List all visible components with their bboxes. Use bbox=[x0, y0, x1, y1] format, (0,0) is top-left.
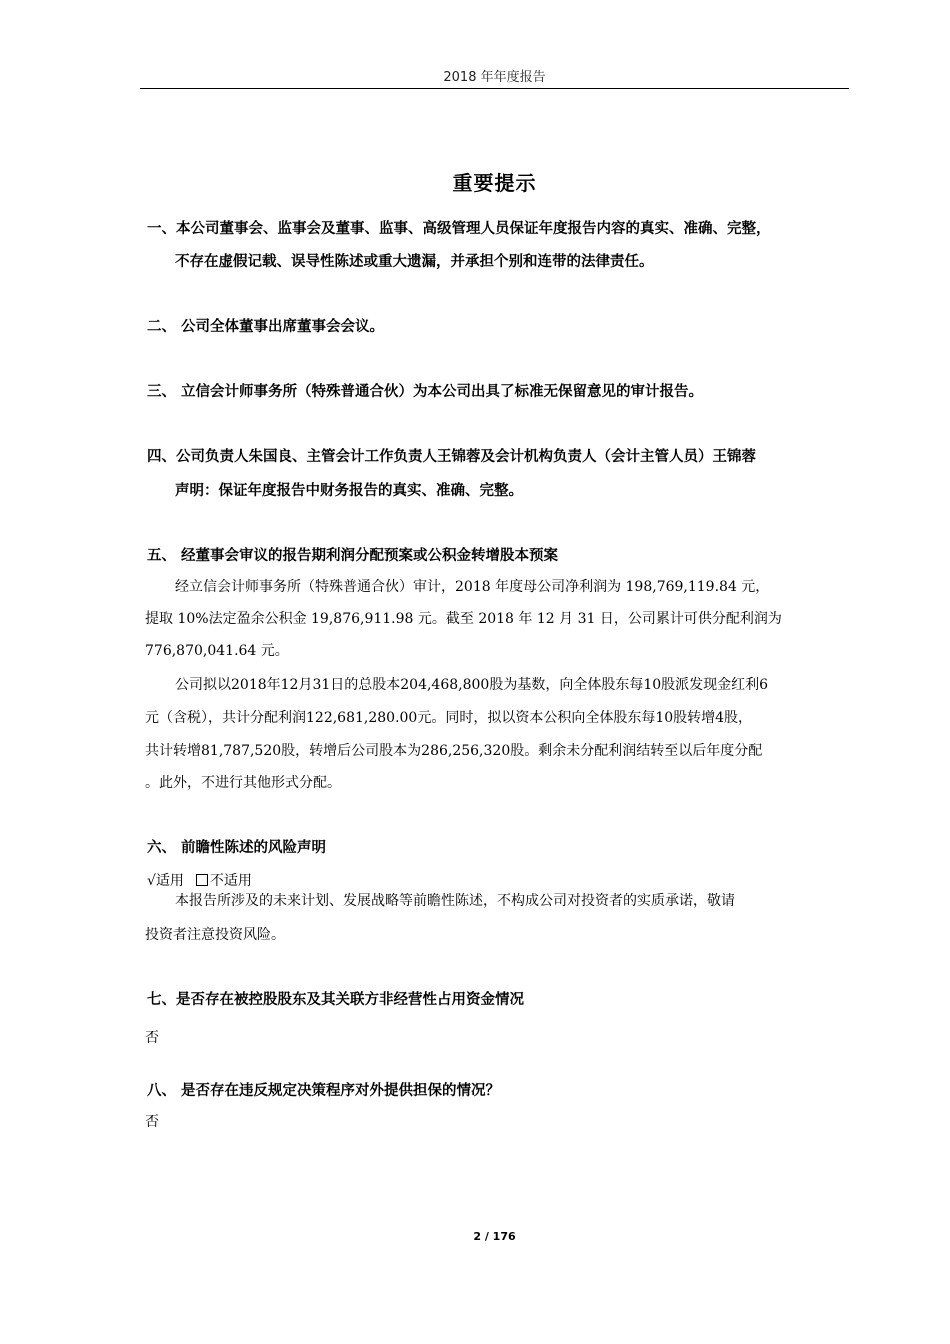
item-8-answer: 否 bbox=[145, 1114, 159, 1130]
item-5-para-2-line-4: 。此外，不进行其他形式分配。 bbox=[145, 775, 341, 791]
item-4-line-1: 四、公司负责人朱国良、主管会计工作负责人王锦蓉及会计机构负责人（会计主管人员）王锦蓉 bbox=[147, 449, 756, 465]
item-5-para-1-line-1: 经立信会计师事务所（特殊普通合伙）审计，2018 年度母公司净利润为 198,769,119.84 元， bbox=[175, 579, 770, 595]
applicability-options bbox=[147, 871, 252, 891]
item-4-line-2: 声明：保证年度报告中财务报告的真实、准确、完整。 bbox=[175, 483, 523, 499]
item-6-text-line-1: 本报告所涉及的未来计划、发展战略等前瞻性陈述，不构成公司对投资者的实质承诺，敬请 bbox=[175, 893, 735, 909]
item-6-text-line-2: 投资者注意投资风险。 bbox=[145, 927, 285, 943]
page-title: 重要提示 bbox=[452, 171, 537, 195]
item-5-para-2-line-1: 公司拟以2018年12月31日的总股本204,468,800股为基数，向全体股东每10股派发现金红利6 bbox=[175, 677, 769, 693]
header-divider bbox=[140, 88, 849, 89]
item-7-heading: 七、是否存在被控股股东及其关联方非经营性占用资金情况 bbox=[147, 992, 524, 1008]
not-applicable-label: 不适用 bbox=[209, 873, 252, 889]
item-3-text: 三、 立信会计师事务所（特殊普通合伙）为本公司出具了标准无保留意见的审计报告。 bbox=[147, 384, 704, 400]
empty-checkbox-icon bbox=[196, 874, 208, 886]
item-8-heading: 八、 是否存在违反规定决策程序对外提供担保的情况？ bbox=[147, 1083, 501, 1099]
applicable-label: 适用 bbox=[155, 873, 184, 889]
item-5-para-2-line-2: 元（含税），共计分配利润122,681,280.00元。同时，拟以资本公积向全体股东每10股转增4股， bbox=[145, 710, 753, 726]
report-header: 2018 年年度报告 bbox=[443, 70, 546, 85]
item-7-answer: 否 bbox=[145, 1030, 159, 1046]
item-6-heading: 六、 前瞻性陈述的风险声明 bbox=[147, 840, 327, 856]
page-number: 2 / 176 bbox=[473, 1230, 516, 1243]
item-5-para-1-line-2: 提取 10%法定盈余公积金 19,876,911.98 元。截至 2018 年 12 月 31 日，公司累计可供分配利润为 bbox=[145, 611, 782, 627]
item-5-para-2-line-3: 共计转增81,787,520股，转增后公司股本为286,256,320股。剩余未分配利润结转至以后年度分配 bbox=[145, 743, 763, 759]
item-1-line-1: 一、本公司董事会、监事会及董事、监事、高级管理人员保证年度报告内容的真实、准确、完整， bbox=[147, 221, 771, 237]
item-1-line-2: 不存在虚假记载、误导性陈述或重大遗漏，并承担个别和连带的法律责任。 bbox=[175, 254, 654, 270]
item-5-heading: 五、 经董事会审议的报告期利润分配预案或公积金转增股本预案 bbox=[147, 548, 559, 564]
item-2-text: 二、 公司全体董事出席董事会会议。 bbox=[147, 319, 385, 335]
check-mark-icon: √ bbox=[147, 873, 156, 889]
item-5-para-1-line-3: 776,870,041.64 元。 bbox=[145, 643, 289, 659]
